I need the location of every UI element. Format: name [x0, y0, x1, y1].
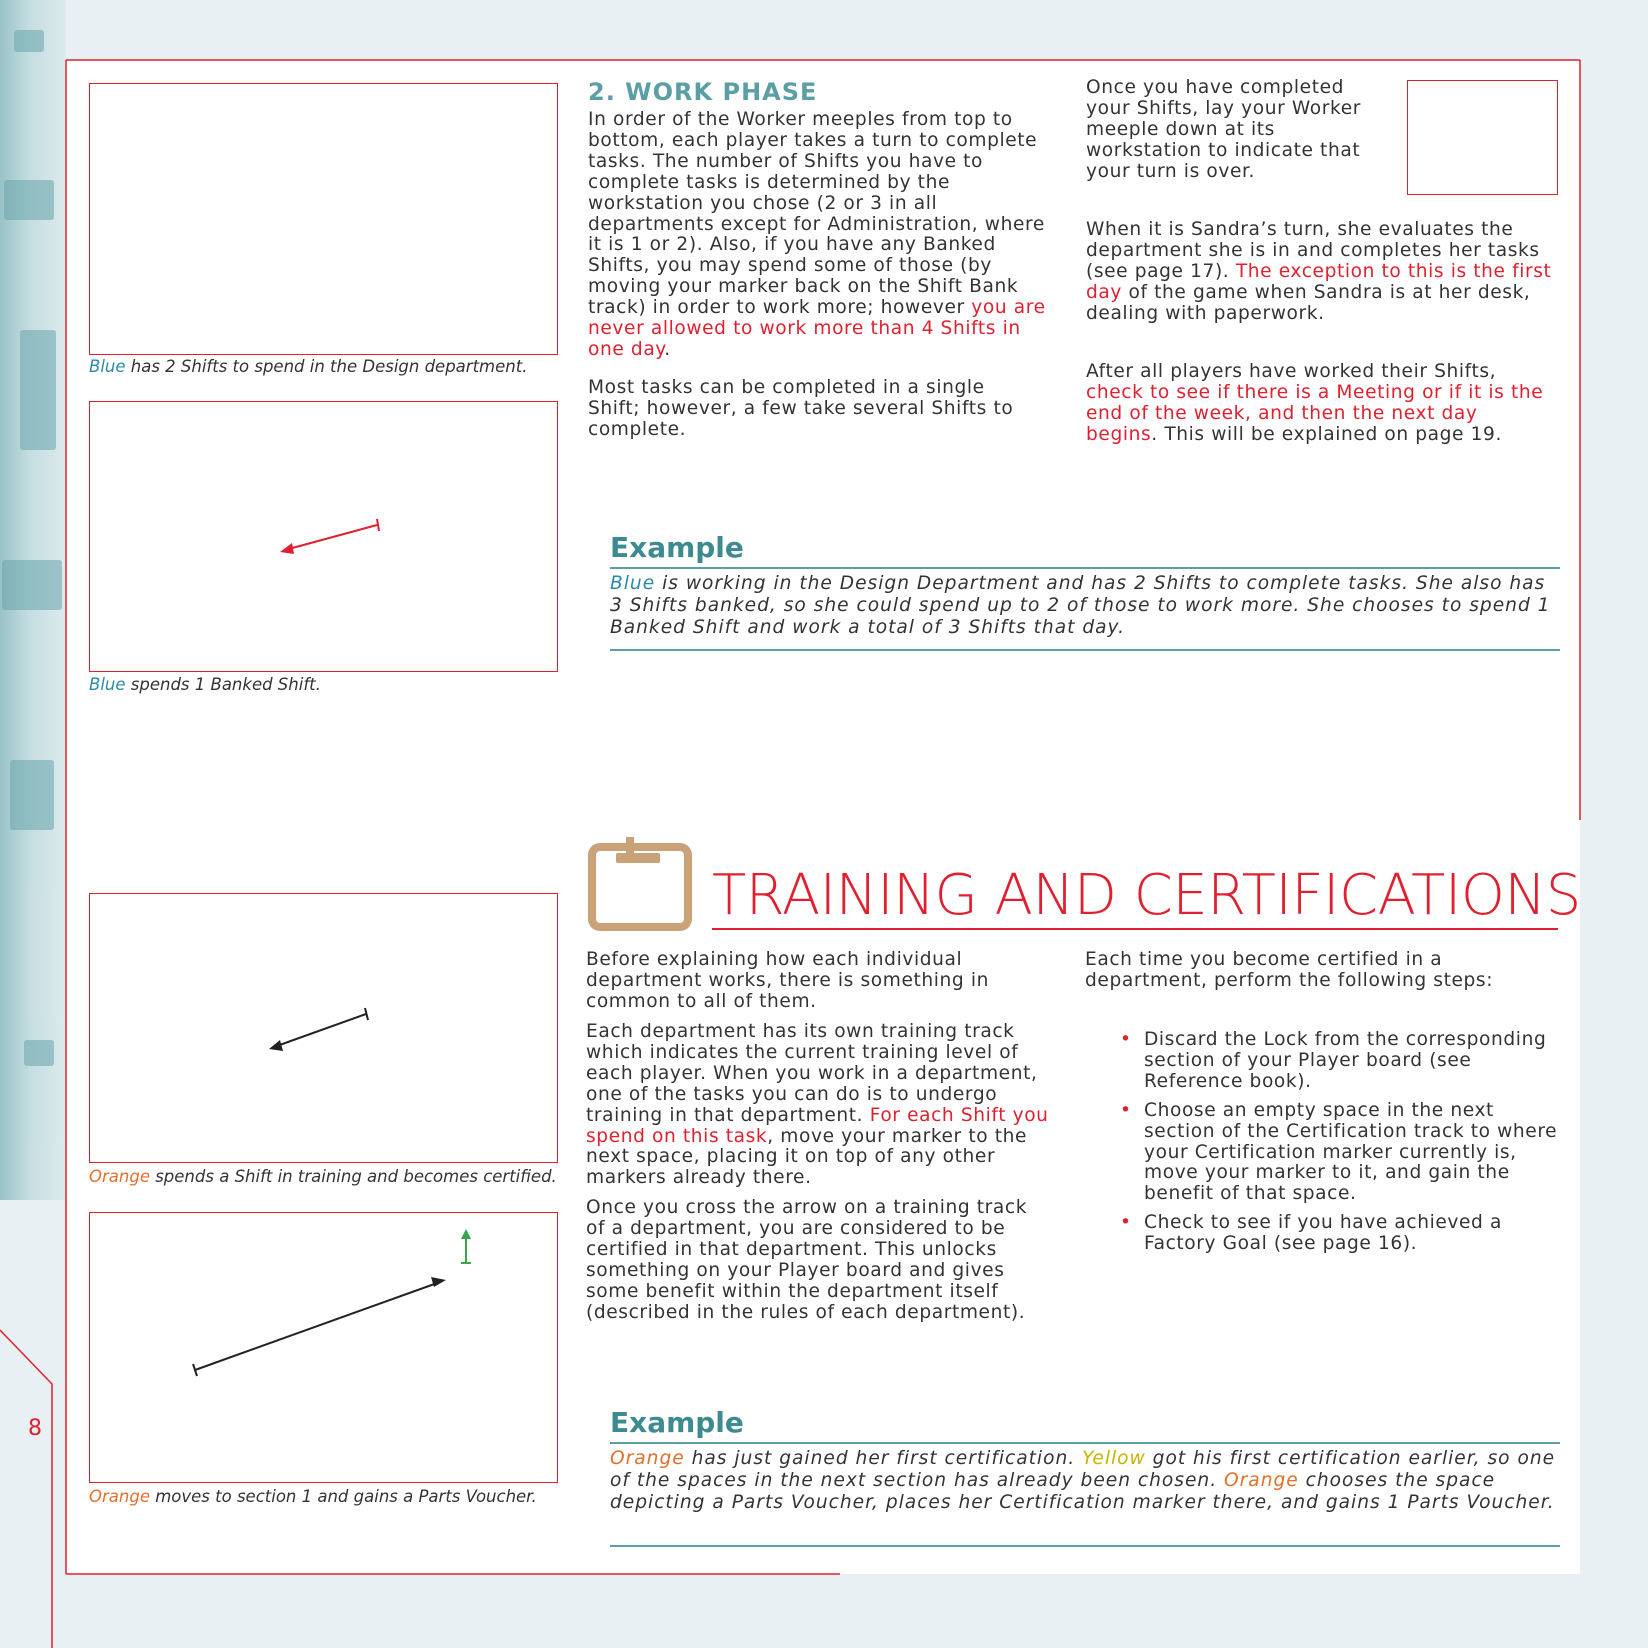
example-player-name: Orange [610, 1448, 685, 1469]
figure-box-1 [89, 83, 558, 355]
bullet-icon: • [1120, 1212, 1132, 1234]
text-segment: , move your marker to the next space, placing it on top of any other markers already there. [586, 1125, 1028, 1189]
caption-text: spends 1 Banked Shift. [125, 675, 321, 694]
training-certifications-heading: TRAINING AND CERTIFICATIONS [712, 863, 1581, 928]
list-item-text: Choose an empty space in the next section of the Certification track to where your Certification marker currently is, move your marker to it, and gain the benefit of that space. [1144, 1099, 1558, 1205]
background-machinery-strip [0, 0, 66, 1200]
highlight-rule-text: For each Shift you spend on this task [586, 1104, 1049, 1147]
text-segment: In order of the Worker meeples from top to bottom, each player takes a turn to complete tasks. The number of Shifts you have to complete tasks is determined by the workstation you chose (2 or 3 in all departments except for Administration, where it is 1 or 2). Also, if you have any Banked Shifts, you may spend some of those (by moving your marker back on the Shift Bank track) in order to work more; however [588, 109, 1045, 319]
list-item-text: Check to see if you have achieved a Factory Goal (see page 16). [1144, 1212, 1502, 1255]
example-player-name: Yellow [1082, 1448, 1146, 1469]
example-text-1 [610, 573, 1562, 639]
figure-caption-2 [89, 675, 321, 694]
certification-steps-list [1120, 1030, 1565, 1263]
example-text-2 [610, 1448, 1562, 1514]
caption-player-name: Blue [89, 675, 126, 694]
figure-caption-3 [89, 1167, 557, 1186]
green-up-arrow-icon [90, 1213, 559, 1484]
list-item [1120, 1101, 1565, 1206]
worker-meeple-figure-box [1407, 80, 1558, 195]
clipboard-icon [588, 831, 692, 931]
work-phase-right-paragraph-2 [1086, 220, 1556, 325]
example-rule-bottom-2 [610, 1545, 1560, 1547]
work-phase-paragraph-2: Most tasks can be completed in a single Shift; however, a few take several Shifts to complete. [588, 377, 1014, 440]
highlight-rule-text: The exception to this is the first day [1086, 260, 1552, 303]
text-segment: When it is Sandra’s turn, she evaluates the department she is in and completes her tasks (see page 17). [1086, 219, 1540, 282]
example-player-name: Orange [1224, 1470, 1299, 1491]
figure-caption-4 [89, 1487, 537, 1506]
caption-text: spends a Shift in training and becomes certified. [149, 1167, 557, 1186]
highlight-rule-text: you are never allowed to work more than 4 Shifts in one day [588, 297, 1046, 360]
highlight-rule-text: check to see if there is a Meeting or if it is the end of the week, and then the next day begins [1086, 381, 1544, 445]
caption-player-name: Orange [89, 1167, 150, 1186]
figure-caption-1 [89, 357, 527, 376]
training-paragraph-3: Once you cross the arrow on a training track of a department, you are considered to be certified in that department. This unlocks something on your Player board and gives some benefit within the department itself (described in the rules of each department). [586, 1197, 1028, 1323]
text-segment: is working in the Design Department and has 2 Shifts to complete tasks. She also has 3 Shifts banked, so she could spend up to 2 of those to work more. She chooses to spend 1 Banked Shift and work a total of 3 Shifts that day. [610, 573, 1551, 638]
bullet-icon: • [1120, 1029, 1132, 1050]
work-phase-right-paragraph-3 [1086, 362, 1546, 446]
work-phase-right-paragraph-1: Once you have completed your Shifts, lay your Worker meeple down at its workstation to indicate that your turn is over. [1086, 77, 1361, 182]
figure-box-2 [89, 401, 558, 672]
caption-text: moves to section 1 and gains a Parts Voucher. [149, 1487, 537, 1506]
bullet-icon: • [1120, 1099, 1132, 1121]
training-paragraph-2 [586, 1022, 1056, 1189]
black-arrow-icon [90, 894, 559, 1164]
work-phase-paragraph-1 [588, 110, 1058, 361]
text-segment: has just gained her first certification. [684, 1448, 1083, 1469]
list-item [1120, 1213, 1565, 1255]
text-segment: . This will be explained on page 19. [1151, 423, 1502, 445]
text-segment: chooses the space depicting a Parts Voucher, places her Certification marker there, and gains 1 Parts Voucher. [610, 1470, 1555, 1513]
red-arrow-icon [90, 402, 559, 673]
example-rule-bottom-1 [610, 649, 1560, 651]
text-segment: After all players have worked their Shifts, [1086, 361, 1497, 382]
list-item-text: Discard the Lock from the corresponding section of your Player board (see Reference book). [1144, 1029, 1547, 1092]
example-player-name: Blue [610, 573, 656, 594]
list-item [1120, 1030, 1565, 1093]
training-paragraph-1: Before explaining how each individual department works, there is something in common to all of them. [586, 949, 989, 1012]
example-rule-top-1 [610, 567, 1560, 569]
certification-intro: Each time you become certified in a department, perform the following steps: [1085, 949, 1494, 991]
figure-box-3 [89, 893, 558, 1163]
text-segment: of the game when Sandra is at her desk, dealing with paperwork. [1086, 281, 1531, 324]
text-segment: Each department has its own training track which indicates the current training level of each player. When you work in a department, one of the tasks you can do is to undergo training in that department. [586, 1021, 1038, 1126]
example-heading-1: Example [610, 531, 744, 564]
page-number: 8 [28, 1416, 42, 1441]
example-rule-top-2 [610, 1442, 1560, 1444]
caption-player-name: Orange [89, 1487, 150, 1506]
figure-box-4 [89, 1212, 558, 1483]
caption-player-name: Blue [89, 357, 126, 376]
work-phase-heading: 2. WORK PHASE [588, 78, 818, 106]
example-heading-2: Example [610, 1406, 744, 1439]
text-segment: got his first certification earlier, so one of the spaces in the next section has already been chosen. [610, 1448, 1556, 1491]
heading-underline [712, 928, 1558, 930]
text-segment: . [664, 338, 671, 360]
caption-text: has 2 Shifts to spend in the Design department. [125, 357, 528, 376]
